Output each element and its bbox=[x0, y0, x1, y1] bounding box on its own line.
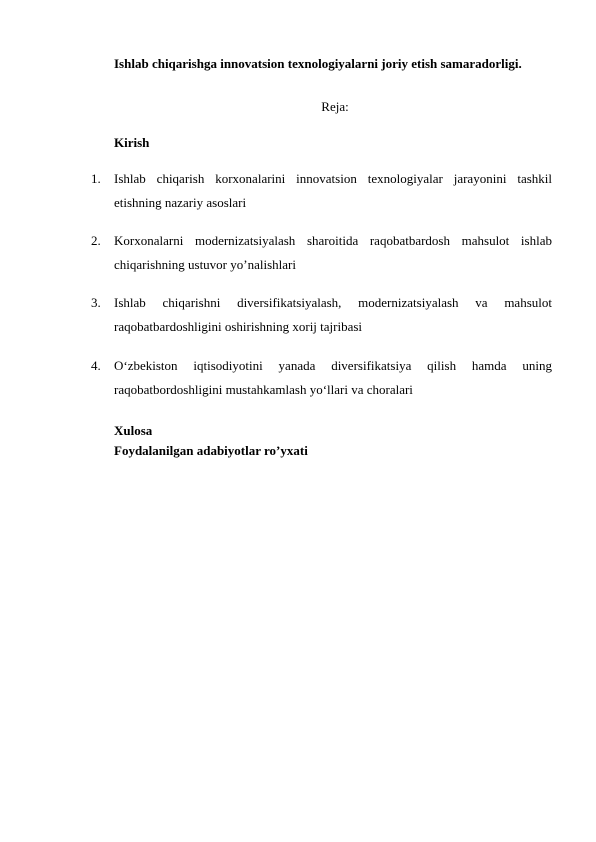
references-heading: Foydalanilgan adabiyotlar ro’yxati bbox=[114, 443, 308, 458]
conclusion-heading: Xulosa bbox=[114, 423, 153, 438]
document-title: Ishlab chiqarishga innovatsion texnologiyalarni joriy etish samaradorligi. bbox=[114, 56, 522, 71]
list-item-number: 4. bbox=[91, 358, 101, 373]
intro-heading: Kirish bbox=[114, 135, 150, 150]
list-item-number: 1. bbox=[91, 171, 101, 186]
plan-heading: Reja: bbox=[321, 99, 349, 114]
list-item-number: 3. bbox=[91, 295, 101, 310]
list-item-text: Ishlab chiqarish korxonalarini innovatsion texnologiyalar jarayonini tashkil etishning nazariy asoslari bbox=[114, 171, 552, 210]
list-item-text: O‘zbekiston iqtisodiyotini yanada diversifikatsiya qilish hamda uning raqobatbordoshligini mustahkamlash yo‘llari va choralari bbox=[114, 358, 552, 397]
list-item-text: Korxonalarni modernizatsiyalash sharoitida raqobatbardosh mahsulot ishlab chiqarishning ustuvor yo’nalishlari bbox=[114, 233, 552, 272]
list-item-text: Ishlab chiqarishni diversifikatsiyalash, modernizatsiyalash va mahsulot raqobatbardoshligini oshirishning xorij tajribasi bbox=[114, 295, 552, 334]
list-item-number: 2. bbox=[91, 233, 101, 248]
